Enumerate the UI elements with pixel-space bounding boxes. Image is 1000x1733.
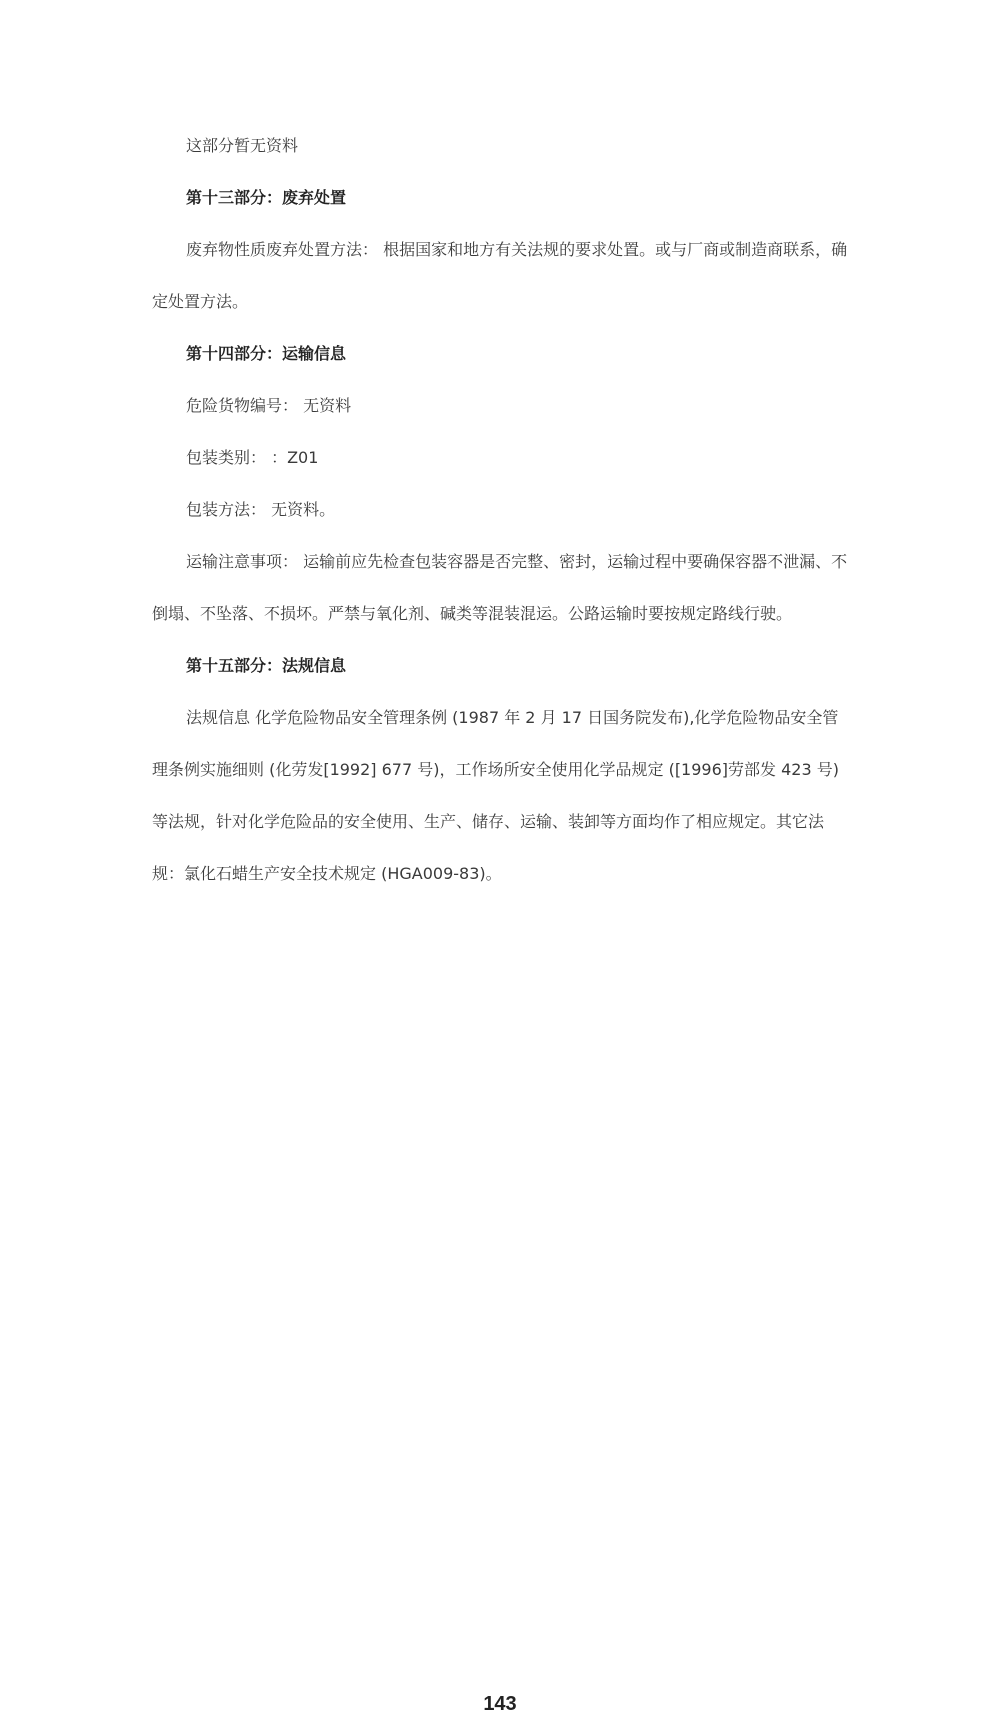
section-heading-transport: 第十四部分：运输信息	[186, 344, 347, 363]
paragraph-regulations: 法规信息 化学危险物品安全管理条例 (1987 年 2 月 17 日国务院发布),化学危险物品安全管理条例实施细则 (化劳发[1992] 677 号)，工作场所安全使用化学品规定 ([1996]劳部发 423 号)等法规，针对化学危险品的安全使用、生产、储存、运输、装卸等方面均作了相应规定。其它法规：氯化石蜡生产安全技术规定 (HGA009-83)。	[152, 708, 839, 883]
paragraph-packing-method: 包装方法： 无资料。	[186, 500, 336, 519]
paragraph-transport-precautions: 运输注意事项： 运输前应先检查包装容器是否完整、密封，运输过程中要确保容器不泄漏、不倒塌、不坠落、不损坏。严禁与氧化剂、碱类等混装混运。公路运输时要按规定路线行驶。	[152, 552, 848, 623]
paragraph-disposal-method: 废弃物性质废弃处置方法： 根据国家和地方有关法规的要求处置。或与厂商或制造商联系，确定处置方法。	[152, 240, 848, 311]
section-heading-regulations: 第十五部分：法规信息	[186, 656, 347, 675]
paragraph-packing-category: 包装类别： ：Z01	[186, 448, 319, 467]
paragraph-dangerous-goods-number: 危险货物编号： 无资料	[186, 396, 352, 415]
section-heading-disposal: 第十三部分：废弃处置	[186, 188, 347, 207]
document-body	[152, 120, 852, 900]
paragraph-no-data: 这部分暂无资料	[186, 136, 299, 155]
page-number: 143	[483, 1693, 517, 1715]
